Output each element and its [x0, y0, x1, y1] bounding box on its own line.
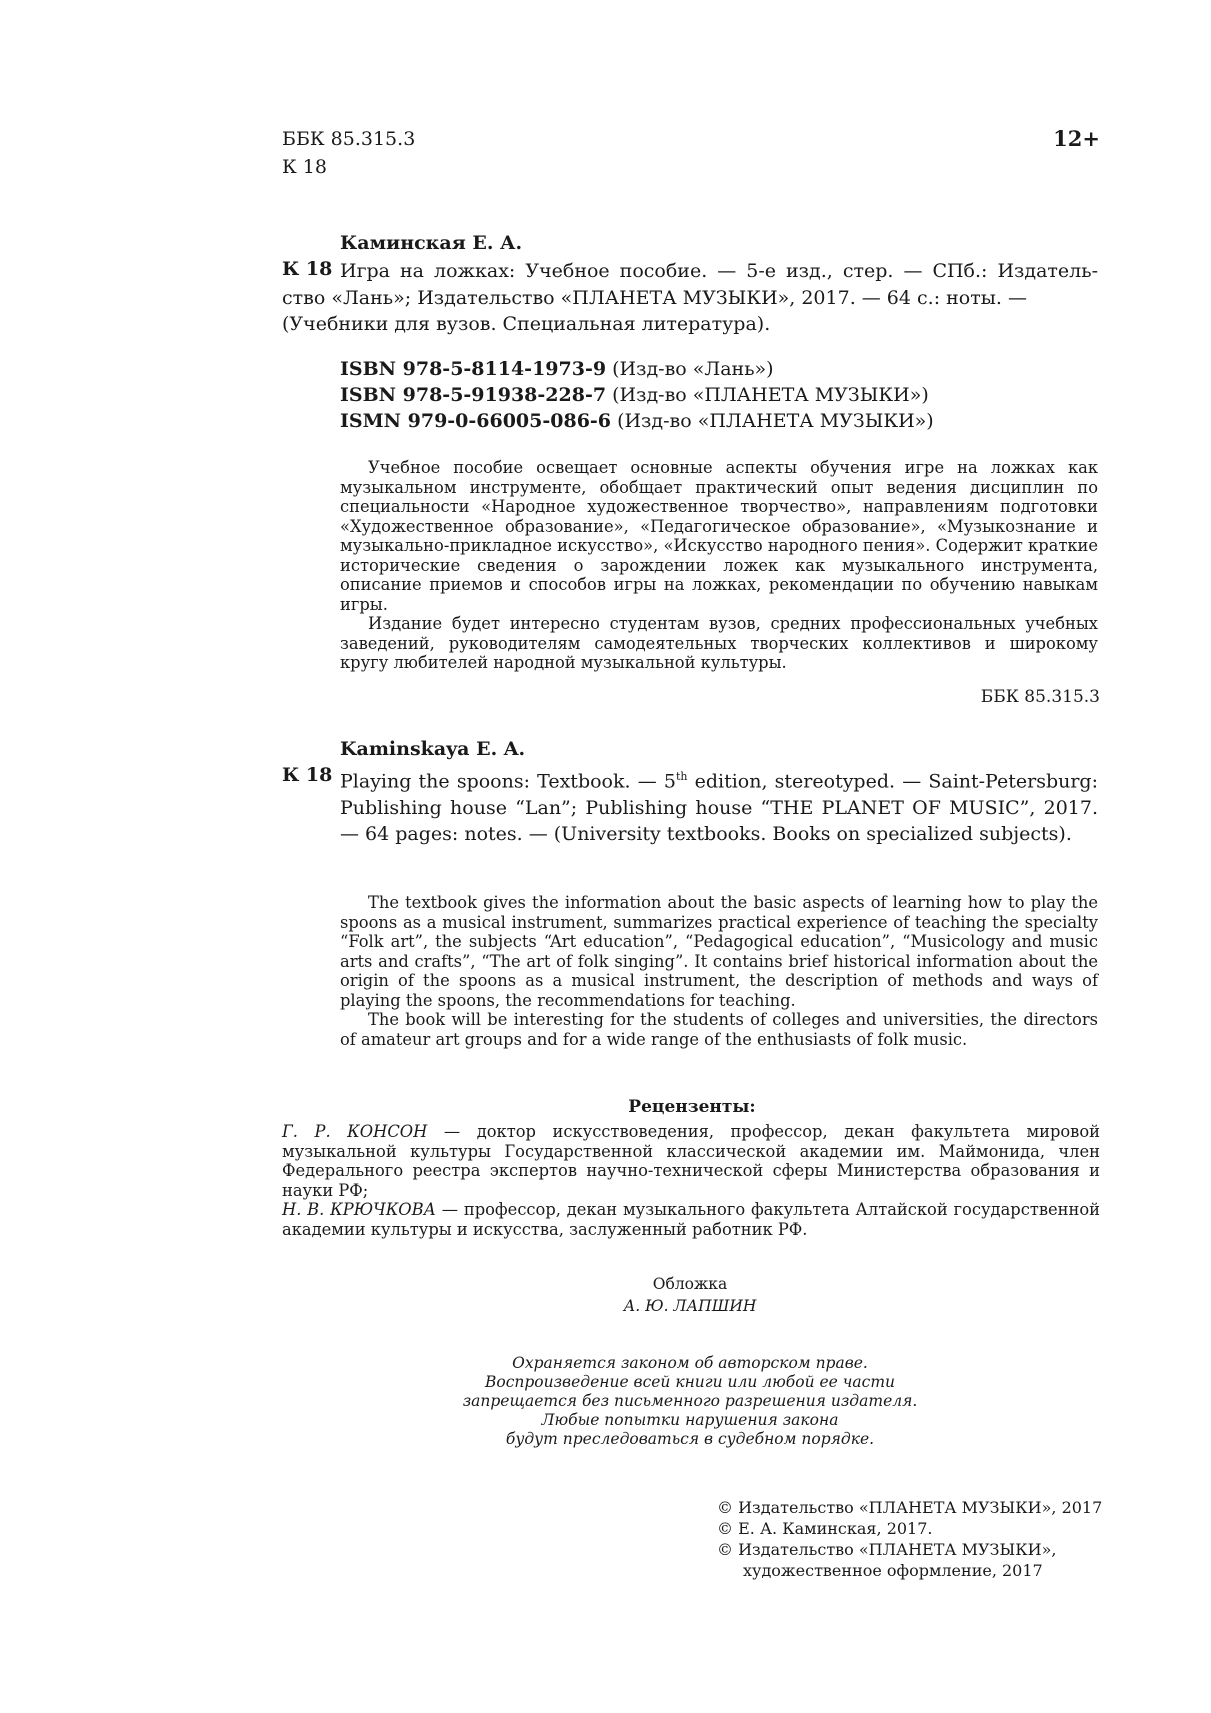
- reviewer-1-name: Г. Р. КОНСОН: [282, 1122, 428, 1141]
- en-author: Kaminskaya E. A.: [340, 738, 526, 760]
- isbn-code: ISBN 978-5-91938-228-7: [340, 384, 607, 406]
- reviewer-2-name: Н. В. КРЮЧКОВА: [282, 1200, 436, 1219]
- reviewers-body: [282, 1122, 1100, 1239]
- copyright-notice: [440, 1354, 940, 1449]
- en-entry-title-post: edition, stereotyped. — Saint-Petersburg: Publishing house “Lan”; Publishing house “THE PLANET OF MUSIC”, 2017. — 64 pages: notes. — (University textbooks. Books on specialized subjects).: [340, 770, 1098, 846]
- copyright-notice-line: будут преследоваться в судебном порядке.: [505, 1430, 875, 1448]
- reviewer-2: [282, 1200, 1100, 1239]
- copyrights: [717, 1497, 1102, 1581]
- copyright-line: © Издательство «ПЛАНЕТА МУЗЫКИ», 2017: [717, 1498, 1103, 1517]
- bbk-code: ББК 85.315.3: [282, 128, 416, 150]
- isbn-row: [340, 408, 934, 434]
- copyright-line: © Издательство «ПЛАНЕТА МУЗЫКИ»,: [717, 1540, 1057, 1559]
- ru-author: Каминская Е. А.: [340, 232, 523, 254]
- copyright-line: художественное оформление, 2017: [743, 1561, 1043, 1580]
- ru-abstract: [340, 458, 1098, 673]
- reviewer-1-text: — доктор искусствоведения, профессор, декан факультета мировой музыкальной культуры Государственной классической академии им. Маймонида, член Федерального реестра экспертов научно-технической сферы Министерства образования и науки РФ;: [282, 1122, 1100, 1200]
- reviewer-1: [282, 1122, 1100, 1200]
- ru-entry-line-3: (Учебники для вузов. Специальная литература).: [282, 313, 771, 335]
- isbn-code: ISMN 979-0-66005-086-6: [340, 410, 612, 432]
- en-abstract: [340, 893, 1098, 1049]
- isbn-block: [340, 356, 934, 434]
- ru-entry-line-1: Игра на ложках: Учебное пособие. — 5-е изд., стер. — СПб.: Издатель-: [340, 260, 1098, 282]
- en-entry-text: [340, 764, 1098, 848]
- age-rating: 12+: [1053, 126, 1100, 151]
- reviewer-2-text: — профессор, декан музыкального факультета Алтайской государственной академии культуры и искусства, заслуженный работник РФ.: [282, 1200, 1100, 1239]
- copyright-line: © Е. А. Каминская, 2017.: [717, 1519, 933, 1538]
- copyright-notice-line: Любые попытки нарушения закона: [541, 1411, 839, 1429]
- en-entry-title-pre: Playing the spoons: Textbook. — 5: [340, 770, 676, 793]
- cover-artist: А. Ю. ЛАПШИН: [623, 1297, 757, 1315]
- ru-abstract-bbk: ББК 85.315.3: [980, 687, 1100, 707]
- isbn-publisher: (Изд-во «ПЛАНЕТА МУЗЫКИ»): [606, 384, 929, 406]
- copyright-notice-line: запрещается без письменного разрешения издателя.: [462, 1392, 918, 1410]
- en-entry-sup: th: [675, 770, 688, 783]
- ru-entry-line-2: ство «Лань»; Издательство «ПЛАНЕТА МУЗЫКИ», 2017. — 64 с.: ноты. —: [282, 286, 1027, 309]
- en-abstract-p2: The book will be interesting for the students of colleges and universities, the directors of amateur art groups and for a wide range of the enthusiasts of folk music.: [340, 1010, 1098, 1049]
- isbn-code: ISBN 978-5-8114-1973-9: [340, 358, 607, 380]
- copyright-notice-line: Воспроизведение всей книги или любой ее части: [484, 1373, 896, 1391]
- copyright-notice-line: Охраняется законом об авторском праве.: [512, 1354, 868, 1372]
- en-abstract-p1: The textbook gives the information about the basic aspects of learning how to play the spoons as a musical instrument, summarizes practical experience of teaching the specialty “Folk art”, the subjects “Art education”, “Pedagogical education”, “Musicology and music arts and crafts”, “The art of folk singing”. It contains brief historical information about the origin of the spoons as a musical instrument, the description of methods and ways of playing the spoons, the recommendations for teaching.: [340, 893, 1098, 1010]
- ru-k-code: К 18: [282, 258, 333, 280]
- cover-label: Обложка: [652, 1275, 728, 1293]
- en-k-code: К 18: [282, 764, 333, 786]
- isbn-row: [340, 382, 934, 408]
- reviewers-heading: Рецензенты:: [628, 1097, 756, 1117]
- k-code: К 18: [282, 156, 327, 178]
- isbn-publisher: (Изд-во «ПЛАНЕТА МУЗЫКИ»): [611, 410, 934, 432]
- isbn-row: [340, 356, 934, 382]
- ru-abstract-p1: Учебное пособие освещает основные аспекты обучения игре на ложках как музыкальном инструменте, обобщает практический опыт ведения дисциплин по специальности «Народное художественное творчество», направлениям подготовки «Художественное образование», «Педагогическое образование», «Музыкознание и музыкально-прикладное искусство», «Искусство народного пения». Содержит краткие исторические сведения о зарождении ложек как музыкального инструмента, описание приемов и способов игры на ложках, рекомендации по обучению навыкам игры.: [340, 458, 1098, 614]
- ru-abstract-p2: Издание будет интересно студентам вузов, средних профессиональных учебных заведений, руководителям самодеятельных творческих коллективов и широкому кругу любителей народной музыкальной культуры.: [340, 614, 1098, 672]
- isbn-publisher: (Изд-во «Лань»): [606, 358, 774, 380]
